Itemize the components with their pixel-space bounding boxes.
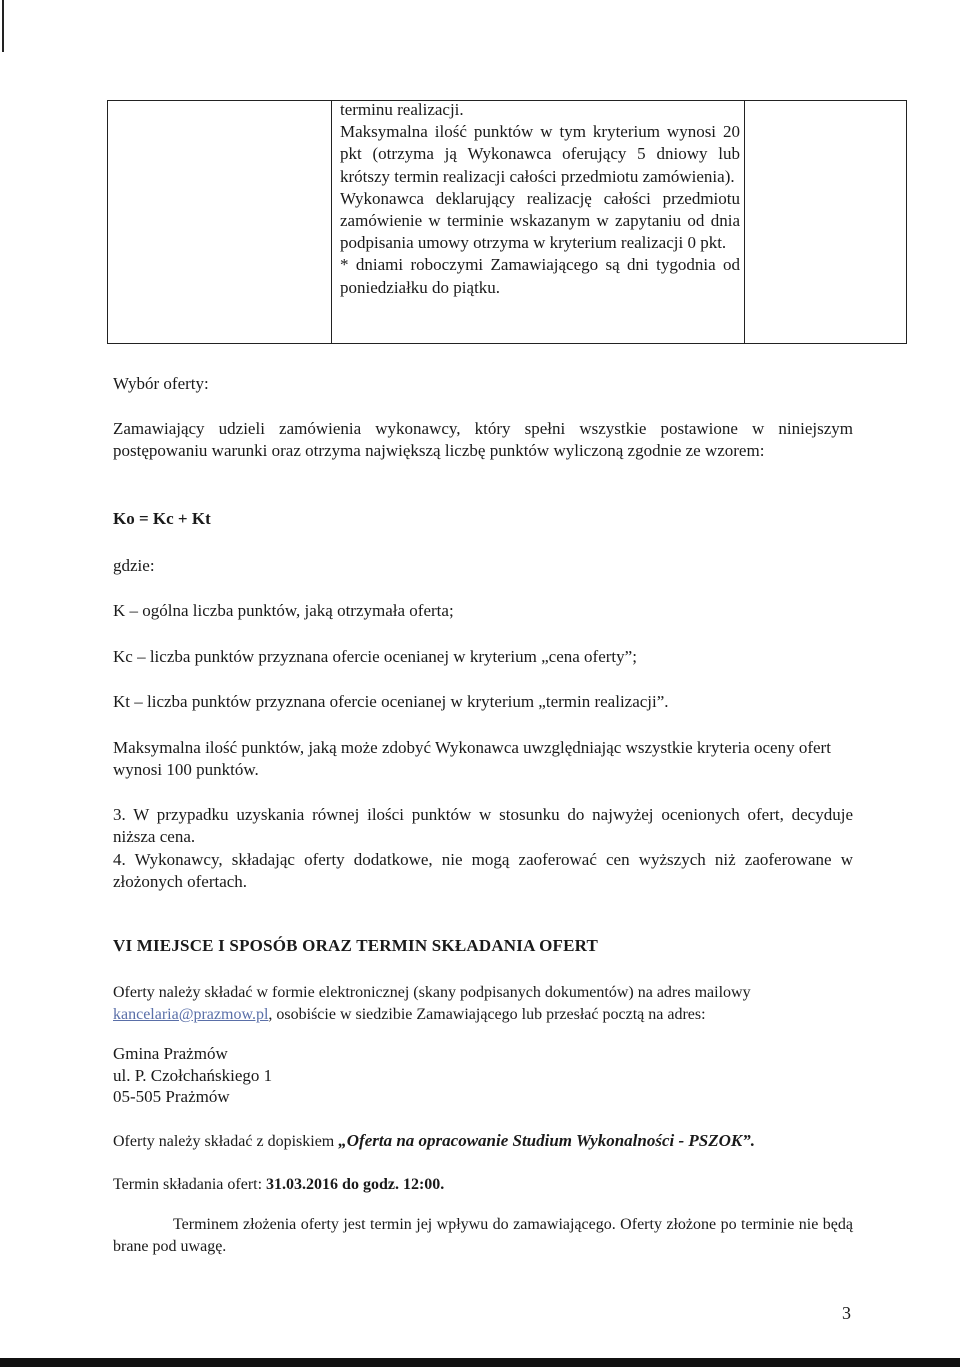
- cell-dni-robocze: * dniami roboczymi Zamawiającego są dni tygodnia od poniedziałku do piątku.: [340, 255, 740, 297]
- address-line: ul. P. Czołchańskiego 1: [113, 1065, 273, 1085]
- cell-line-termin: terminu realizacji.: [340, 100, 464, 119]
- terminem-text: Terminem złożenia oferty jest termin jej wpływu do zamawiającego. Oferty złożone po terminie nie będą brane pod uwagę.: [113, 1216, 853, 1255]
- table-cell-description: [340, 99, 740, 299]
- max-points-text: Maksymalna ilość punktów, jaką może zdobyć Wykonawca uwzględniając wszystkie kryteria oceny ofert wynosi 100 punktów.: [113, 738, 831, 779]
- cell-max-points: Maksymalna ilość punktów w tym kryterium wynosi 20 pkt (otrzyma ją Wykonawca oferujący 5 dniowy lub krótszy termin realizacji całości przedmiotu zamówienia).: [340, 122, 740, 186]
- address-line: 05-505 Prażmów: [113, 1087, 230, 1106]
- point-4: 4. Wykonawcy, składając oferty dodatkowe, nie mogą zaoferować cen wyższych niż zaoferowane w złożonych ofertach.: [113, 850, 853, 891]
- termin-date: 31.03.2016 do godz. 12:00.: [266, 1176, 445, 1193]
- address-line: Gmina Prażmów: [113, 1044, 228, 1063]
- section-heading: VI MIEJSCE I SPOSÓB ORAZ TERMIN SKŁADANIA OFERT: [113, 936, 599, 955]
- cell-wykonawca: Wykonawca deklarujący realizację całości przedmiotu zamówienie w terminie wskazanym w zapytaniu od dnia podpisania umowy otrzyma w kryterium realizacji 0 pkt.: [340, 188, 740, 253]
- criteria-table: [107, 100, 907, 344]
- address-block: [113, 1043, 853, 1108]
- dopisek-text: Oferty należy składać z dopiskiem „Oferta na opracowanie Studium Wykonalności - PSZOK”.: [113, 1131, 755, 1150]
- gdzie-label: gdzie:: [113, 556, 155, 575]
- table-cell-right: [744, 101, 906, 343]
- wybor-oferty-text: Zamawiający udzieli zamówienia wykonawcy, który spełni wszystkie postawione w niniejszym postępowaniu warunki oraz otrzyma największą liczbę punktów wyliczoną zgodnie ze wzorem:: [113, 419, 853, 460]
- point-3: 3. W przypadku uzyskania równej ilości punktów w stosunku do najwyżej ocenionych ofert, decyduje niższa cena.: [113, 805, 853, 846]
- table-cell-left: [108, 101, 332, 343]
- scan-edge-left: [2, 0, 4, 52]
- definition-kt: Kt – liczba punktów przyznana ofercie ocenianej w kryterium „termin realizacji”.: [113, 692, 669, 711]
- page-number: 3: [842, 1303, 851, 1323]
- termin-skladania: Termin składania ofert: 31.03.2016 do godz. 12:00.: [113, 1176, 445, 1193]
- dopisek-title: „Oferta na opracowanie Studium Wykonalności - PSZOK”.: [338, 1131, 755, 1150]
- formula: Ko = Kc + Kt: [113, 509, 211, 528]
- scan-edge-bottom: [0, 1358, 960, 1367]
- email-link[interactable]: kancelaria@prazmow.pl: [113, 1005, 269, 1023]
- definition-kc: Kc – liczba punktów przyznana ofercie ocenianej w kryterium „cena oferty”;: [113, 647, 637, 666]
- definition-k: K – ogólna liczba punktów, jaką otrzymała oferta;: [113, 601, 454, 620]
- oferty-submission-text: Oferty należy składać w formie elektronicznej (skany podpisanych dokumentów) na adres mailowy kancelaria@prazmow.pl, osobiście w siedzibie Zamawiającego lub przesłać pocztą na adres:: [113, 984, 751, 1023]
- wybor-oferty-label: Wybór oferty:: [113, 374, 209, 393]
